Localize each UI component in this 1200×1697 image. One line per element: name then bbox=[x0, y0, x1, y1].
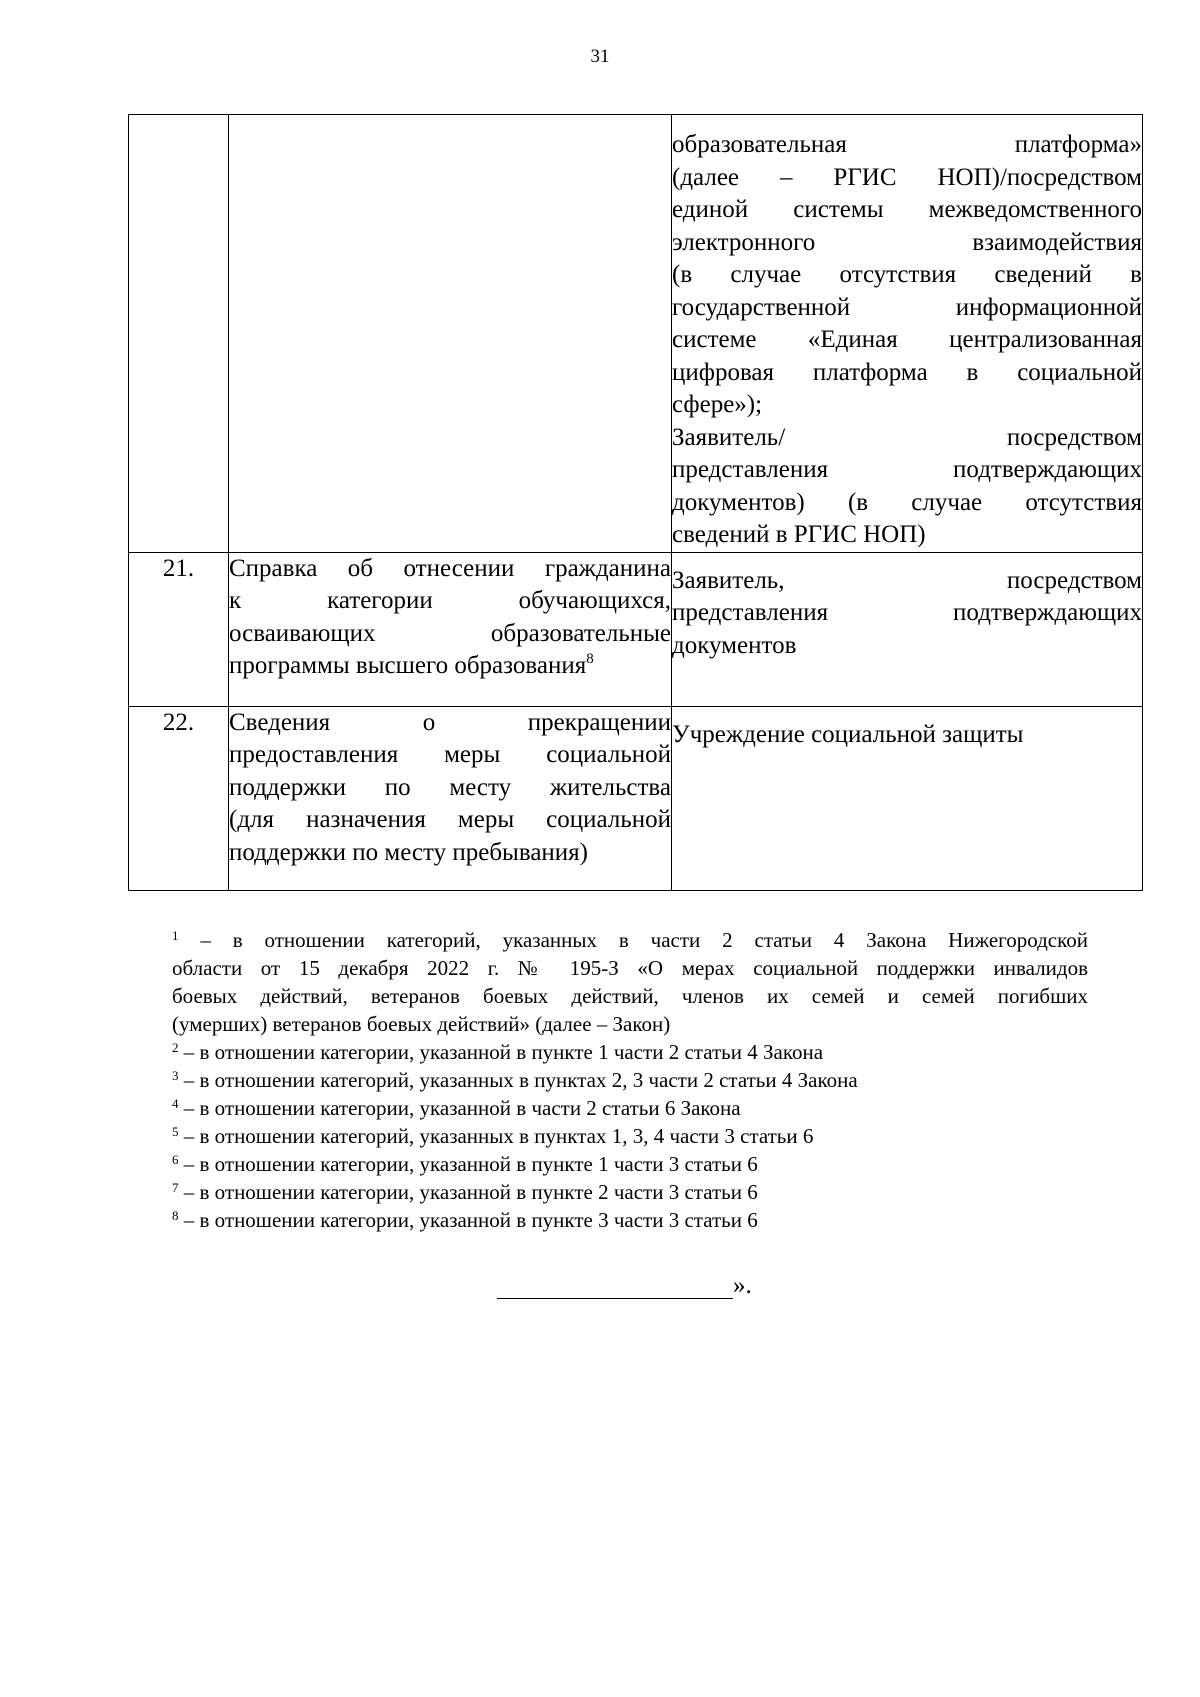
row-number-cell bbox=[129, 115, 229, 553]
table-row bbox=[129, 115, 1143, 553]
footnote-line bbox=[172, 926, 1088, 954]
closing-line bbox=[497, 1272, 752, 1300]
footnote-text: – в отношении категории, указанной в части 2 статьи 6 Закона bbox=[183, 1096, 741, 1120]
closing-rule bbox=[497, 1297, 733, 1299]
page-number: 31 bbox=[590, 46, 610, 67]
documents-table bbox=[128, 114, 1143, 891]
source-line: (в случае отсутствия сведений в bbox=[672, 261, 1142, 288]
footnote-line bbox=[172, 1150, 1088, 1178]
document-line: (для назначения меры социальной bbox=[229, 806, 671, 833]
footnote-line bbox=[172, 1038, 1088, 1066]
footnote-text: – в отношении категории, указанной в пункте 1 части 2 статьи 4 Закона bbox=[183, 1040, 824, 1064]
footnote-mark: 1 bbox=[172, 928, 179, 943]
document-line: поддержки по месту пребывания) bbox=[229, 838, 588, 866]
footnote-line: области от 15 декабря 2022 г. № 195-З «О мерах социальной поддержки инвалидов bbox=[172, 956, 1088, 980]
document-line: Справка об отнесении гражданина bbox=[229, 554, 671, 582]
footnote-text: – в отношении категории, указанной в пункте 3 части 3 статьи 6 bbox=[183, 1208, 758, 1232]
footnote-line bbox=[172, 1206, 1088, 1234]
footnote-mark: 8 bbox=[172, 1208, 179, 1223]
footnote-text: – в отношении категории, указанной в пункте 2 части 3 статьи 6 bbox=[183, 1180, 758, 1204]
document-line: осваивающих образовательные bbox=[229, 619, 671, 647]
source-line: документов bbox=[672, 631, 797, 659]
source-line: образовательная платформа» bbox=[672, 131, 1142, 158]
footnote-text: – в отношении категории, указанной в пункте 1 части 3 статьи 6 bbox=[183, 1152, 758, 1176]
document-line bbox=[229, 650, 671, 683]
source-line: Заявитель/ посредством bbox=[672, 423, 1142, 451]
source-line: единой системы межведомственного bbox=[672, 196, 1142, 223]
source-line: Заявитель, посредством bbox=[672, 566, 1142, 594]
footnote-mark: 6 bbox=[172, 1152, 179, 1167]
footnote-line bbox=[172, 1178, 1088, 1206]
footnote-mark: 7 bbox=[172, 1180, 179, 1195]
table-row bbox=[129, 552, 1143, 706]
footnote-mark: 2 bbox=[172, 1040, 179, 1055]
table-row bbox=[129, 706, 1143, 890]
row-number-cell: 22. bbox=[129, 706, 229, 890]
footnote-mark: 3 bbox=[172, 1068, 179, 1083]
footnote-mark: 4 bbox=[172, 1096, 179, 1111]
footnote-line bbox=[172, 1122, 1088, 1150]
footnote-reference: 8 bbox=[586, 651, 594, 667]
source-line: представления подтверждающих bbox=[672, 456, 1142, 483]
source-line: системе «Единая централизованная bbox=[672, 326, 1142, 353]
row-number-cell: 21. bbox=[129, 552, 229, 706]
document-line: поддержки по месту жительства bbox=[229, 773, 671, 801]
source-line: Учреждение социальной защиты bbox=[672, 720, 1024, 748]
source-line: представления подтверждающих bbox=[672, 599, 1142, 626]
source-cell bbox=[672, 115, 1143, 553]
footnote-text: – в отношении категорий, указанных в пунктах 2, 3 части 2 статьи 4 Закона bbox=[183, 1068, 858, 1092]
document-cell bbox=[229, 552, 672, 706]
footnote-text: – в отношении категорий, указанных в части 2 статьи 4 Закона Нижегородской bbox=[200, 928, 1089, 952]
document-cell bbox=[229, 706, 672, 890]
footnote-line: боевых действий, ветеранов боевых действий, членов их семей и семей погибших bbox=[172, 984, 1088, 1008]
source-line: документов) (в случае отсутствия bbox=[672, 488, 1142, 516]
closing-quote: ». bbox=[733, 1272, 752, 1299]
source-line: сфере»); bbox=[672, 391, 763, 418]
footnotes bbox=[172, 926, 1088, 1234]
footnote-line bbox=[172, 1094, 1088, 1122]
document-line: Сведения о прекращении bbox=[229, 708, 671, 736]
document-line-text: программы высшего образования bbox=[229, 652, 587, 679]
footnote-line: (умерших) ветеранов боевых действий» (далее – Закон) bbox=[172, 1012, 671, 1036]
footnote-mark: 5 bbox=[172, 1124, 179, 1139]
source-line: электронного взаимодействия bbox=[672, 228, 1142, 256]
document-line: к категории обучающихся, bbox=[229, 587, 671, 614]
source-line: сведений в РГИС НОП) bbox=[672, 521, 926, 548]
document-line: предоставления меры социальной bbox=[229, 741, 671, 768]
source-cell bbox=[672, 706, 1143, 890]
source-cell bbox=[672, 552, 1143, 706]
source-line: (далее – РГИС НОП)/посредством bbox=[672, 163, 1142, 191]
footnote-line bbox=[172, 1066, 1088, 1094]
document-cell bbox=[229, 115, 672, 553]
source-line: государственной информационной bbox=[672, 293, 1142, 321]
source-line: цифровая платформа в социальной bbox=[672, 358, 1142, 386]
footnote-text: – в отношении категорий, указанных в пунктах 1, 3, 4 части 3 статьи 6 bbox=[183, 1124, 814, 1148]
